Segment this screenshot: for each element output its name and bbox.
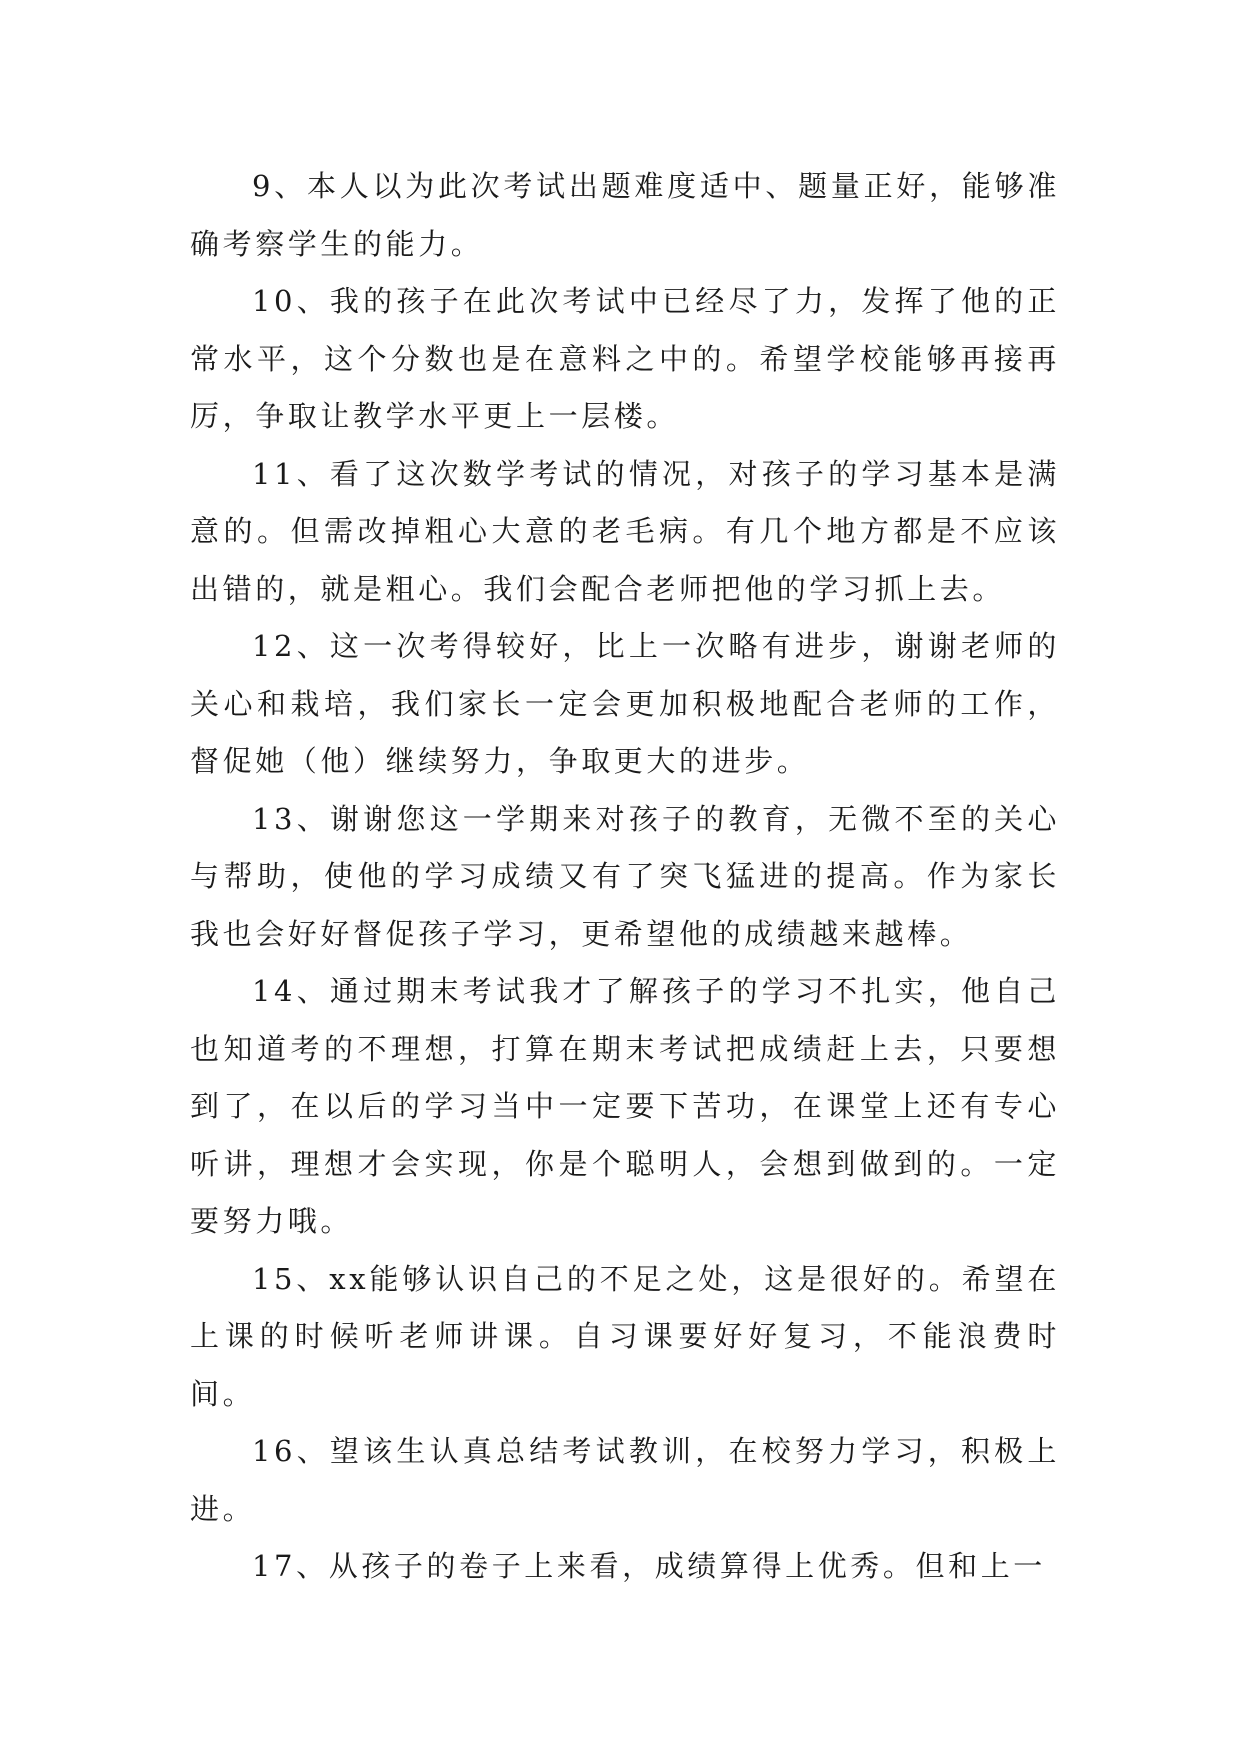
paragraph-14: 14、通过期末考试我才了解孩子的学习不扎实，他自己也知道考的不理想，打算在期末考试把成绩赶上去，只要想到了，在以后的学习当中一定要下苦功，在课堂上还有专心听讲，理想才会实现，你是个聪明人，会想到做到的。一定要努力哦。 xyxy=(190,974,1060,1238)
paragraph-16: 16、望该生认真总结考试教训，在校努力学习，积极上进。 xyxy=(190,1434,1060,1526)
paragraph-10: 10、我的孩子在此次考试中已经尽了力，发挥了他的正常水平，这个分数也是在意料之中的。希望学校能够再接再厉，争取让教学水平更上一层楼。 xyxy=(190,284,1060,433)
document-body xyxy=(190,158,1060,1596)
paragraph-13: 13、谢谢您这一学期来对孩子的教育，无微不至的关心与帮助，使他的学习成绩又有了突飞猛进的提高。作为家长我也会好好督促孩子学习，更希望他的成绩越来越棒。 xyxy=(190,801,1060,951)
paragraph-9: 9、本人以为此次考试出题难度适中、题量正好，能够准确考察学生的能力。 xyxy=(190,169,1060,261)
paragraph-11: 11、看了这次数学考试的情况，对孩子的学习基本是满意的。但需改掉粗心大意的老毛病。有几个地方都是不应该出错的，就是粗心。我们会配合老师把他的学习抓上去。 xyxy=(190,456,1060,606)
paragraph-15: 15、xx能够认识自己的不足之处，这是很好的。希望在上课的时候听老师讲课。自习课要好好复习，不能浪费时间。 xyxy=(190,1261,1060,1411)
paragraph-12: 12、这一次考得较好，比上一次略有进步，谢谢老师的关心和栽培，我们家长一定会更加积极地配合老师的工作，督促她（他）继续努力，争取更大的进步。 xyxy=(190,629,1060,778)
paragraph-17: 17、从孩子的卷子上来看，成绩算得上优秀。但和上一 xyxy=(252,1549,1046,1583)
